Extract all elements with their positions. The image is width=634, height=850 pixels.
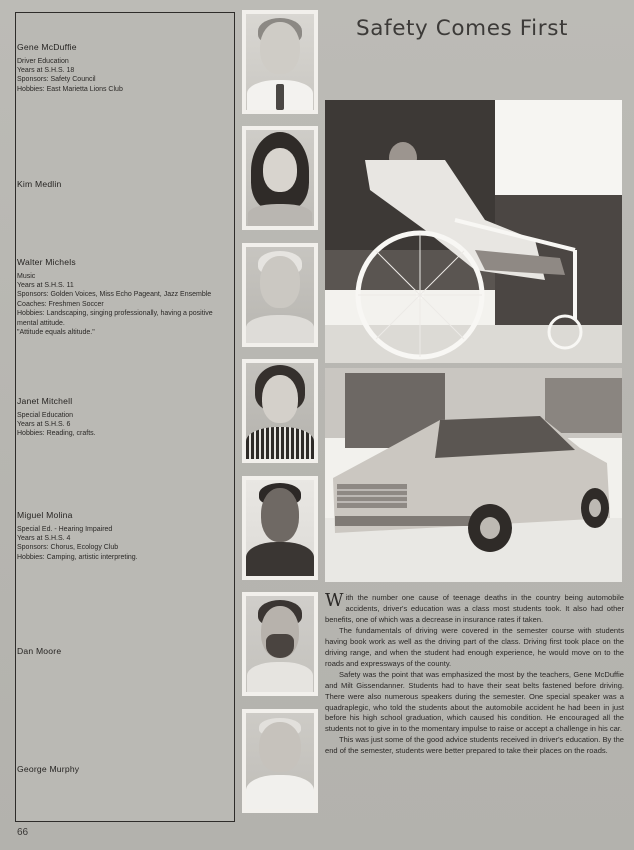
bio-line: Hobbies: East Marietta Lions Club: [17, 85, 123, 93]
portrait-miguel-molina: [242, 476, 318, 580]
portrait-gene-mcduffie: [242, 10, 318, 114]
faculty-name: George Murphy: [17, 764, 80, 774]
bio-line: Years at S.H.S. 4: [17, 535, 71, 543]
bio-line: Sponsors: Golden Voices, Miss Echo Pageant, Jazz Ensemble: [17, 291, 212, 299]
photo-wheelchair: [325, 100, 622, 363]
bio-line: Coaches: Freshmen Soccer: [17, 300, 104, 308]
article-body: [325, 590, 624, 757]
faculty-name: Walter Michels: [17, 257, 76, 267]
bio-line: Sponsors: Chorus, Ecology Club: [17, 544, 119, 552]
article-paragraph: Safety was the point that was emphasized the most by the teachers, Gene McDuffie and Milt Gissendanner. Students had to have their seat belts fastened before driving. There were also numerous speakers during the semester. One special speaker was a quadraplegic, who told the students about the automobile accident he had been in just before his high school graduation, which caused his condition. He encouraged all the students not to give in to the momentary impulse to raise or accept a challenge in his car.: [325, 669, 624, 734]
bio-line: "Attitude equals altitude.": [17, 329, 95, 337]
faculty-name: Gene McDuffie: [17, 42, 77, 52]
portrait-kim-medlin: [242, 126, 318, 230]
portrait-dan-moore: [242, 592, 318, 696]
page-number: 66: [17, 827, 29, 838]
faculty-name: Kim Medlin: [17, 179, 62, 189]
page-title: Safety Comes First: [356, 16, 569, 41]
bio-miguel-molina: [17, 510, 217, 562]
portrait-janet-mitchell: [242, 359, 318, 463]
bio-line: Special Education: [17, 411, 74, 419]
wheelchair-photo-illustration: [325, 100, 622, 363]
bio-line: Hobbies: Camping, artistic interpreting.: [17, 553, 138, 561]
bio-george-murphy: [17, 764, 217, 779]
article-paragraph-text: ith the number one cause of teenage deaths in the country being automobile accidents, driver's education was a class most students took. It also had other benefits, one of which was a decrease in insurance rates if taken.: [325, 593, 624, 624]
bio-line: Years at S.H.S. 18: [17, 67, 75, 75]
bio-walter-michels: [17, 257, 217, 338]
car-photo-illustration: [325, 368, 622, 582]
portrait-george-murphy: [242, 709, 318, 813]
bio-line: Special Ed. - Hearing Impaired: [17, 525, 113, 533]
bio-dan-moore: [17, 646, 217, 661]
bio-line: Hobbies: Landscaping, singing professionally, having a positive mental attitude.: [17, 310, 213, 327]
article-paragraph: [325, 590, 624, 626]
bio-line: Music: [17, 272, 36, 280]
bio-line: Hobbies: Reading, crafts.: [17, 430, 96, 438]
faculty-name: Janet Mitchell: [17, 396, 73, 406]
bio-line: Sponsors: Safety Council: [17, 76, 96, 84]
portrait-walter-michels: [242, 243, 318, 347]
photo-driver-ed-car: [325, 368, 622, 582]
bio-line: Driver Education: [17, 57, 69, 65]
drop-cap: W: [325, 590, 344, 611]
faculty-name: Miguel Molina: [17, 510, 73, 520]
bio-janet-mitchell: [17, 396, 217, 439]
bio-kim-medlin: [17, 179, 217, 194]
bio-gene-mcduffie: [17, 42, 217, 94]
article-paragraph: This was just some of the good advice students received in driver's education. By the end of the semester, students were better prepared to take their places on the roads.: [325, 735, 624, 756]
bio-line: Years at S.H.S. 11: [17, 282, 74, 290]
faculty-name: Dan Moore: [17, 646, 62, 656]
bio-line: Years at S.H.S. 6: [17, 421, 71, 429]
article-paragraph: The fundamentals of driving were covered in the semester course with students having book work as well as the driving part of the class. Driving first took place on the driving range, and when the student had enough experience, he would move on to the roads and expressways of the county.: [325, 625, 624, 668]
